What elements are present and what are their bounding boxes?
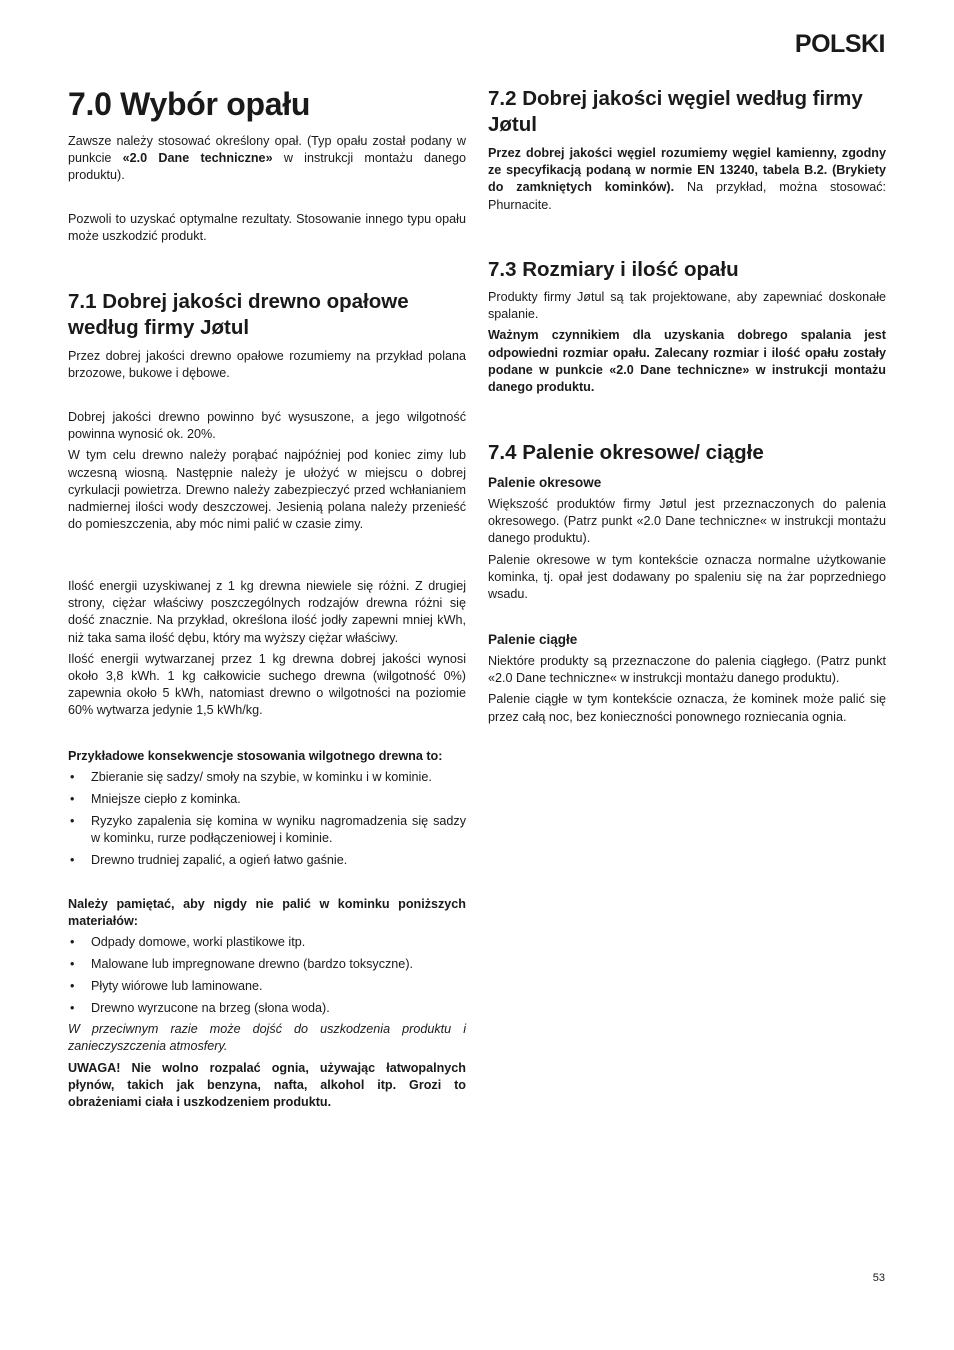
intermittent-paragraph-1: Większość produktów firmy Jøtul jest przeznaczonych do palenia okresowego. (Patrz punkt «2.0 Dane techniczne« w instrukcji montażu danego produktu). [488, 497, 886, 546]
wet-wood-block [68, 748, 466, 873]
seasoning-paragraph: W tym celu drewno należy porąbać najpóźniej pod koniec zimy lub wczesną wiosną. Następnie należy je ułożyć w miejscu o dobrej cyrkulacji powietrza. Drewno należy zabezpieczyć przed wchłanianiem nadmiernej ilości wody deszczowej. Jesienią polana należy przenieść do pomieszczenia, aby móc nimi palić w czasie zimy. [68, 448, 466, 532]
intermittent-subheading: Palenie okresowe [488, 475, 602, 490]
section-7-1-heading: 7.1 Dobrej jakości drewno opałowe według firmy Jøtul [68, 290, 409, 339]
never-burn-block [68, 896, 466, 1115]
intermittent-paragraph-2: Palenie okresowe w tym kontekście oznacza normalne użytkowanie kominka, tj. opał jest dodawany po spaleniu się na żar poprzedniego wsadu. [488, 552, 886, 602]
never-burn-title: Należy pamiętać, aby nigdy nie palić w kominku poniższych materiałów: [68, 897, 466, 929]
section-7-2-body [488, 145, 886, 218]
design-paragraph: Produkty firmy Jøtul są tak projektowane, aby zapewniać doskonałe spalanie. [488, 290, 886, 322]
intro-paragraph-1: Zawsze należy stosować określony opał. (Typ opału został podany w punkcie «2.0 Dane techniczne» w instrukcji montażu danego produktu). [68, 134, 466, 183]
energy-paragraph-2: Ilość energii wytwarzanej przez 1 kg drewna dobrej jakości wynosi około 3,8 kWh. 1 kg całkowicie suchego drewna (wilgotność 0%) zapewnia około 5 kWh, natomiast drewno o wilgotności na poziomie 60% wytwarza jedynie 1,5 kWh/kg. [68, 651, 466, 718]
page-number: 53 [872, 1272, 885, 1284]
continuous-paragraph-1: Niektóre produkty są przeznaczone do palenia ciągłego. (Patrz punkt «2.0 Dane techniczne« w instrukcji montażu danego produktu). [488, 654, 886, 686]
section-7-4-body [488, 474, 886, 607]
coal-paragraph: Przez dobrej jakości węgiel rozumiemy węgiel kamienny, zgodny ze specyfikacją podaną w normie EN 13240, tabela B.2. (Brykiety do zamkniętych kominków). Na przykład, można stosować: Phurnacite. [488, 146, 886, 212]
list-item: • Płyty wiórowe lub laminowane. [68, 978, 466, 995]
continuous-subheading: Palenie ciągłe [488, 632, 578, 647]
section-7-1-p2-p3 [68, 409, 466, 537]
list-item: • Drewno wyrzucone na brzeg (słona woda). [68, 1000, 466, 1017]
continuous-paragraph-2: Palenie ciągłe w tym kontekście oznacza, że kominek może palić się przez całą noc, bez konieczności ponownego rozniecania ognia. [488, 692, 886, 724]
list-item: • Drewno trudniej zapalić, a ogień łatwo gaśnie. [68, 852, 466, 869]
wet-wood-list [68, 769, 466, 869]
list-item: • Malowane lub impregnowane drewno (bardzo toksyczne). [68, 956, 466, 973]
warning-text: UWAGA! Nie wolno rozpalać ognia, używając łatwopalnych płynów, takich jak benzyna, nafta, alkohol itp. Grozi to obrażeniami ciała i uszkodzeniem produktu. [68, 1060, 466, 1110]
section-7-4-continuous [488, 631, 886, 730]
intro-block-2 [68, 211, 466, 249]
intro-paragraph-2: Pozwoli to uzyskać optymalne rezultaty. Stosowanie innego typu opału może uszkodzić produkt. [68, 212, 466, 244]
list-item: • Mniejsze ciepło z kominka. [68, 791, 466, 808]
section-7-1-p1: Przez dobrej jakości drewno opałowe rozumiemy na przykład polana brzozowe, bukowe i dębowe. [68, 349, 466, 381]
list-item: • Ryzyko zapalenia się komina w wyniku nagromadzenia się sadzy w kominku, rurze podłączeniowej i kominie. [68, 813, 466, 847]
wet-wood-title: Przykładowe konsekwencje stosowania wilgotnego drewna to: [68, 749, 443, 763]
section-7-1-energy [68, 578, 466, 724]
section-7-2-heading: 7.2 Dobrej jakości węgiel według firmy Jøtul [488, 87, 863, 136]
page-title: 7.0 Wybór opału [68, 86, 311, 122]
never-burn-list [68, 934, 466, 1016]
language-label: POLSKI [794, 30, 885, 58]
section-7-4-heading: 7.4 Palenie okresowe/ ciągłe [488, 441, 764, 464]
section-7-3-body [488, 289, 886, 400]
energy-paragraph-1: Ilość energii uzyskiwanej z 1 kg drewna niewiele się różni. Z drugiej strony, ciężar właściwy poszczególnych rodzajów drewna różni się dość znacznie. Na przykład, określona ilość jodły zapewni mniej kWh, niż taka sama ilość dębu, który ma wyższy ciężar właściwy. [68, 579, 466, 645]
list-item: • Zbieranie się sadzy/ smoły na szybie, w kominku i w kominie. [68, 769, 466, 786]
damage-note: W przeciwnym razie może dojść do uszkodzenia produktu i zanieczyszczenia atmosfery. [68, 1022, 466, 1054]
intro-block [68, 133, 466, 189]
moisture-paragraph: Dobrej jakości drewno powinno być wysuszone, a jego wilgotność powinna wynosić ok. 20%. [68, 410, 466, 442]
section-7-3-heading: 7.3 Rozmiary i ilość opału [488, 258, 739, 281]
fuel-size-paragraph: Ważnym czynnikiem dla uzyskania dobrego spalania jest odpowiedni rozmiar opału. Zalecany rozmiar i ilość opału zostały podane w punkcie «2.0 Dane techniczne» w instrukcji montażu danego produktu. [488, 328, 886, 395]
list-item: • Odpady domowe, worki plastikowe itp. [68, 934, 466, 951]
